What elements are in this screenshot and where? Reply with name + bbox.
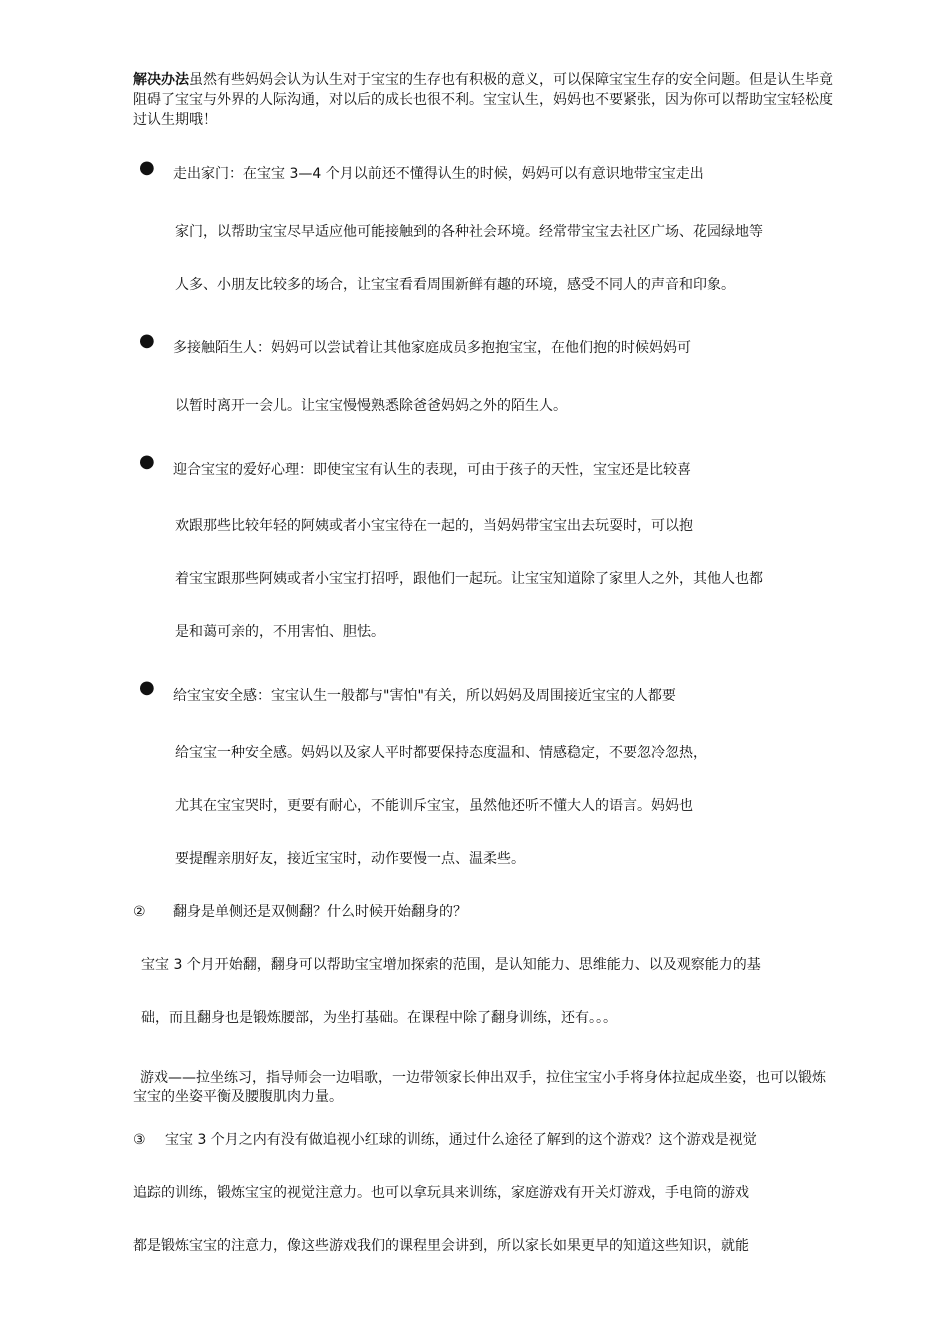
bullet-icon: ●	[139, 157, 155, 178]
tip-2-line-1: 多接触陌生人：妈妈可以尝试着让其他家庭成员多抱抱宝宝，在他们抱的时候妈妈可	[173, 340, 691, 356]
q2-marker: ②	[133, 904, 146, 920]
bullet-icon: ●	[139, 330, 155, 351]
tip-1-line-1: 走出家门：在宝宝 3—4 个月以前还不懂得认生的时候，妈妈可以有意识地带宝宝走出	[173, 166, 704, 182]
intro-paragraph	[133, 70, 833, 130]
tip-4-line-3: 尤其在宝宝哭时，更要有耐心，不能训斥宝宝，虽然他还听不懂大人的语言。妈妈也	[175, 798, 693, 814]
tip-3-line-4: 是和蔼可亲的，不用害怕、胆怯。	[175, 624, 385, 640]
q2-game-paragraph: 游戏——拉坐练习，指导师会一边唱歌，一边带领家长伸出双手，拉住宝宝小手将身体拉起成坐姿，也可以锻炼宝宝的坐姿平衡及腰腹肌肉力量。	[133, 1070, 826, 1105]
q3-marker: ③	[133, 1132, 146, 1148]
bullet-icon: ●	[139, 451, 155, 472]
q3-first-line: 宝宝 3 个月之内有没有做追视小红球的训练，通过什么途径了解到的这个游戏？这个游戏是视觉	[165, 1132, 757, 1148]
intro-text: 虽然有些妈妈会认为认生对于宝宝的生存也有积极的意义，可以保障宝宝生存的安全问题。但是认生毕竟阻碍了宝宝与外界的人际沟通，对以后的成长也很不利。宝宝认生，妈妈也不要紧张，因为你可以帮助宝宝轻松度过认生期哦！	[133, 72, 833, 128]
q3-line-3: 都是锻炼宝宝的注意力，像这些游戏我们的课程里会讲到，所以家长如果更早的知道这些知识，就能	[133, 1238, 749, 1254]
tip-3-line-3: 着宝宝跟那些阿姨或者小宝宝打招呼，跟他们一起玩。让宝宝知道除了家里人之外，其他人也都	[175, 571, 763, 587]
tip-1-line-3: 人多、小朋友比较多的场合，让宝宝看看周围新鲜有趣的环境，感受不同人的声音和印象。	[175, 277, 735, 293]
q2-answer-line-2: 础，而且翻身也是锻炼腰部，为坐打基础。在课程中除了翻身训练，还有。。。	[141, 1010, 617, 1026]
tip-1-line-2: 家门，以帮助宝宝尽早适应他可能接触到的各种社会环境。经常带宝宝去社区广场、花园绿地等	[175, 224, 763, 240]
tip-2-line-2: 以暂时离开一会儿。让宝宝慢慢熟悉除爸爸妈妈之外的陌生人。	[175, 398, 567, 414]
q2-question: 翻身是单侧还是双侧翻？什么时候开始翻身的？	[173, 904, 467, 920]
tip-3-line-2: 欢跟那些比较年轻的阿姨或者小宝宝待在一起的，当妈妈带宝宝出去玩耍时，可以抱	[175, 518, 693, 534]
q2-answer-line-1: 宝宝 3 个月开始翻，翻身可以帮助宝宝增加探索的范围，是认知能力、思维能力、以及观察能力的基	[141, 957, 761, 973]
bullet-icon: ●	[139, 677, 155, 698]
tip-4-line-4: 要提醒亲朋好友，接近宝宝时，动作要慢一点、温柔些。	[175, 851, 525, 867]
intro-lead: 解决办法	[133, 72, 189, 88]
tip-4-line-1: 给宝宝安全感：宝宝认生一般都与"害怕"有关，所以妈妈及周围接近宝宝的人都要	[173, 688, 676, 704]
tip-3-line-1: 迎合宝宝的爱好心理：即使宝宝有认生的表现，可由于孩子的天性，宝宝还是比较喜	[173, 462, 691, 478]
tip-4-line-2: 给宝宝一种安全感。妈妈以及家人平时都要保持态度温和、情感稳定，不要忽冷忽热，	[175, 745, 707, 761]
q3-line-2: 追踪的训练，锻炼宝宝的视觉注意力。也可以拿玩具来训练，家庭游戏有开关灯游戏，手电筒的游戏	[133, 1185, 749, 1201]
